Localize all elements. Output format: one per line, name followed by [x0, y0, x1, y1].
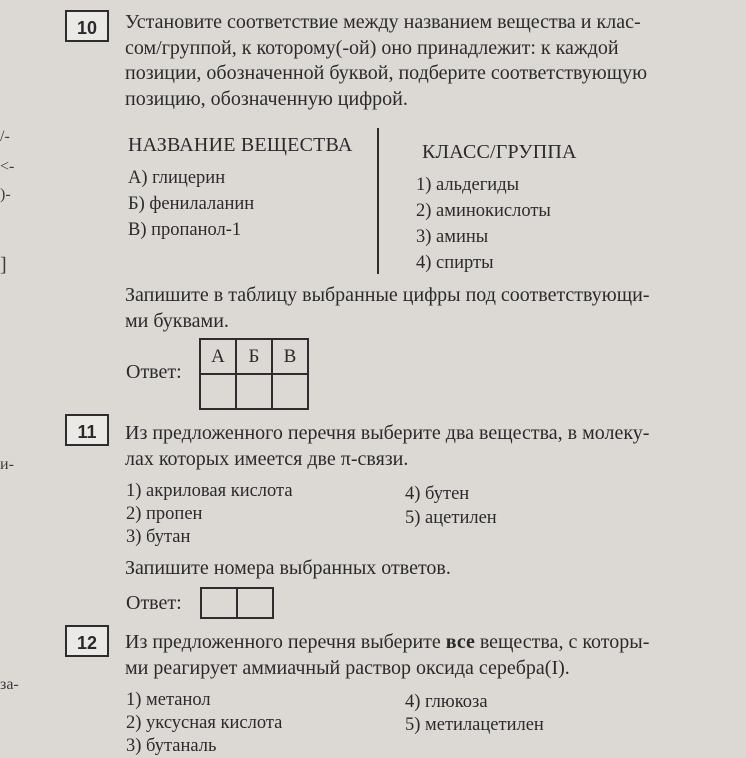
question-11-text: [125, 421, 725, 472]
question-number-12: 12: [65, 625, 109, 657]
text-fragment: вещества, с которы-: [474, 631, 650, 653]
option-item: 4) глюкоза: [405, 692, 488, 712]
substance-item: Б) фенилаланин: [128, 194, 255, 214]
text-line: Установите соответствие между названием вещества и клас-: [125, 11, 641, 33]
answer-table: [199, 338, 309, 410]
text-line: позицию, обозначенную цифрой.: [125, 87, 408, 110]
answer-cell-a[interactable]: [200, 374, 236, 409]
answer-cell-b[interactable]: [236, 374, 272, 409]
emphasis: все: [445, 631, 475, 653]
class-item: 3) амины: [416, 227, 489, 247]
margin-fragment: ]: [0, 254, 7, 276]
option-item: 1) акриловая кислота: [126, 481, 293, 501]
text-line: [125, 630, 725, 656]
text-line: ми реагирует аммиачный раствор оксида серебра(I).: [125, 656, 570, 679]
option-item: 3) бутан: [126, 527, 191, 547]
table-header-b: Б: [236, 339, 272, 374]
margin-fragment: <-: [0, 158, 15, 175]
text-line: лах которых имеется две π-связи.: [125, 447, 409, 470]
question-number-10: 10: [65, 10, 109, 42]
answer-cell-v[interactable]: [272, 374, 308, 409]
class-item: 2) аминокислоты: [416, 201, 551, 221]
option-item: 2) уксусная кислота: [126, 713, 283, 733]
text-line: Запишите в таблицу выбранные цифры под соответствующи-: [125, 284, 650, 306]
text-line: позиции, обозначенной буквой, подберите соответствующую: [125, 62, 648, 84]
margin-fragment: за-: [0, 676, 19, 693]
option-item: 3) бутаналь: [126, 736, 217, 756]
question-12-text: [125, 630, 725, 681]
option-item: 5) метилацетилен: [405, 715, 544, 735]
question-10-text: [125, 10, 725, 112]
text-fragment: Из предложенного перечня выберите: [125, 631, 446, 653]
option-item: 5) ацетилен: [405, 508, 497, 528]
margin-fragment: )-: [0, 186, 11, 203]
table-header-v: В: [272, 339, 308, 374]
question-number-11: 11: [65, 414, 109, 446]
class-column-heading: КЛАСС/ГРУППА: [422, 141, 577, 163]
option-item: 1) метанол: [126, 690, 211, 710]
table-header-a: А: [200, 339, 236, 374]
margin-fragment: и-: [0, 456, 14, 473]
column-divider: [377, 128, 379, 274]
margin-fragment: /-: [0, 128, 10, 145]
q10-instruction: [125, 283, 725, 334]
answer-label: Ответ:: [126, 592, 182, 614]
answer-label: Ответ:: [126, 361, 182, 383]
q11-instruction: Запишите номера выбранных ответов.: [125, 557, 451, 579]
text-line: ми буквами.: [125, 309, 229, 332]
substance-item: В) пропанол-1: [128, 220, 242, 240]
text-line: сом/группой, к которому(-ой) оно принадлежит: к каждой: [125, 36, 619, 59]
substance-column-heading: НАЗВАНИЕ ВЕЩЕСТВА: [128, 134, 353, 156]
substance-item: А) глицерин: [128, 168, 226, 188]
option-item: 2) пропен: [126, 504, 203, 524]
answer-box[interactable]: [200, 587, 238, 619]
class-item: 4) спирты: [416, 253, 494, 273]
option-item: 4) бутен: [405, 484, 470, 504]
answer-box[interactable]: [236, 587, 274, 619]
class-item: 1) альдегиды: [416, 175, 520, 195]
text-line: Из предложенного перечня выберите два вещества, в молеку-: [125, 422, 650, 444]
answer-boxes: [200, 587, 274, 619]
